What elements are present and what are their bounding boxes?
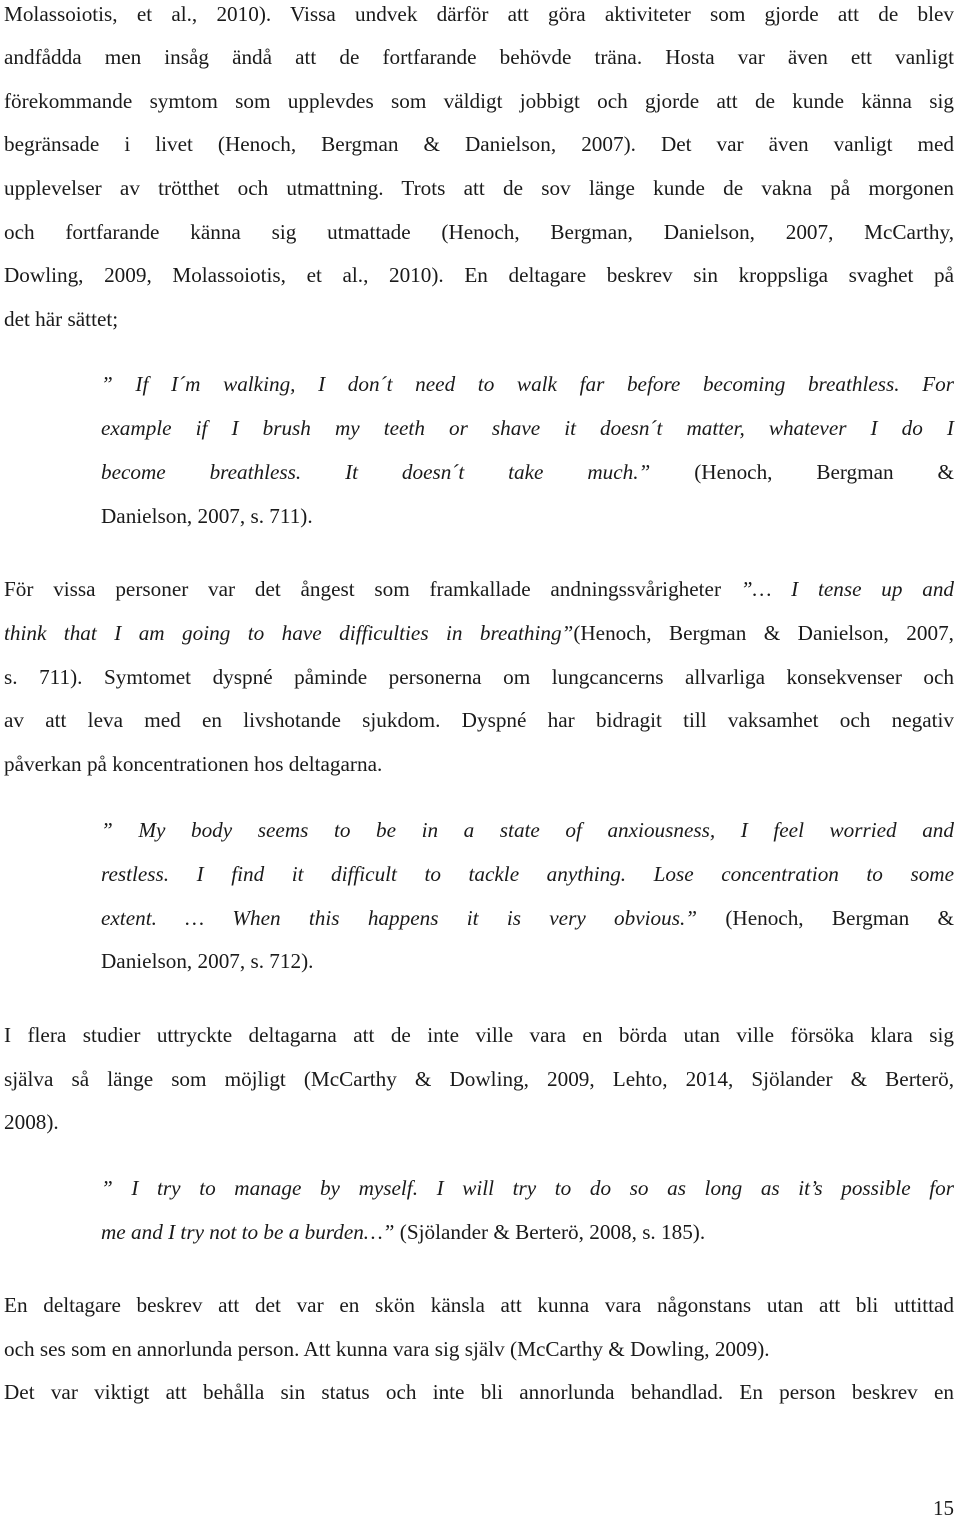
text-segment: (Sjölander & Berterö, 2008, s. 185).: [394, 1220, 706, 1244]
text-segment: påverkan på koncentrationen hos deltagarna.: [4, 752, 383, 776]
text-segment: begränsade i livet (Henoch, Bergman & Danielson, 2007). Det var även vanligt med: [4, 132, 954, 156]
paragraph-line: [4, 1379, 954, 1405]
italic-text-segment: ” If I´m walking, I don´t need to walk far before becoming breathless. For: [101, 372, 954, 396]
text-segment: Danielson, 2007, s. 712).: [101, 949, 314, 973]
paragraph-line: [4, 1, 954, 27]
quote-line: [101, 503, 313, 529]
text-segment: s. 711). Symtomet dyspné påminde personerna om lungcancerns allvarliga konsekvenser och: [4, 665, 954, 689]
italic-text-segment: think that I am going to have difficulties in breathing”: [4, 621, 574, 645]
text-segment: (Henoch, Bergman & Danielson, 2007,: [573, 621, 954, 645]
paragraph-line: [4, 751, 382, 777]
paragraph-line: [4, 175, 954, 201]
quote-line: [101, 459, 954, 485]
paragraph-line: [4, 664, 954, 690]
text-segment: av att leva med en livshotande sjukdom. Dyspné har bidragit till vaksamhet och negativ: [4, 708, 954, 732]
quote-line: [101, 817, 954, 843]
paragraph-line: [4, 707, 954, 733]
paragraph-line: [4, 1292, 954, 1318]
paragraph-line: [4, 1336, 770, 1362]
paragraph-line: [4, 219, 954, 245]
text-segment: det här sättet;: [4, 307, 119, 331]
paragraph-line: [4, 88, 954, 114]
quote-line: [101, 905, 954, 931]
italic-text-segment: ” I try to manage by myself. I will try to do so as long as it’s possible for: [101, 1176, 954, 1200]
text-segment: andfådda men insåg ändå att de fortfarande behövde träna. Hosta var även ett vanligt: [4, 45, 954, 69]
text-segment: För vissa personer var det ångest som framkallade andningssvårigheter: [4, 577, 741, 601]
text-segment: Dowling, 2009, Molassoiotis, et al., 2010). En deltagare beskrev sin kroppsliga svaghet på: [4, 263, 954, 287]
quote-line: [101, 861, 954, 887]
paragraph-line: [4, 44, 954, 70]
text-segment: förekommande symtom som upplevdes som väldigt jobbigt och gjorde att de kunde känna sig: [4, 89, 954, 113]
text-segment: upplevelser av trötthet och utmattning. Trots att de sov länge kunde de vakna på morgonen: [4, 176, 954, 200]
text-segment: 2008).: [4, 1110, 59, 1134]
italic-text-segment: ”… I tense up and: [740, 577, 955, 601]
paragraph-line: [4, 306, 118, 332]
paragraph-line: [4, 1022, 954, 1048]
text-segment: Molassoiotis, et al., 2010). Vissa undvek därför att göra aktiviteter som gjorde att de blev: [4, 2, 954, 26]
quote-line: [101, 948, 313, 974]
paragraph-line: [4, 1066, 954, 1092]
italic-text-segment: example if I brush my teeth or shave it doesn´t matter, whatever I do I: [101, 416, 954, 440]
text-segment: Det var viktigt att behålla sin status och inte bli annorlunda behandlad. En person beskrev en: [4, 1380, 954, 1404]
text-segment: I flera studier uttryckte deltagarna att de inte ville vara en börda utan ville försöka klara sig: [4, 1023, 954, 1047]
quote-line: [101, 1219, 705, 1245]
text-segment: (Henoch, Bergman &: [697, 906, 954, 930]
text-segment: (Henoch, Bergman &: [650, 460, 954, 484]
text-segment: själva så länge som möjligt (McCarthy & Dowling, 2009, Lehto, 2014, Sjölander & Berterö,: [4, 1067, 954, 1091]
paragraph-line: [4, 262, 954, 288]
paragraph-line: [4, 576, 954, 602]
paragraph-line: [4, 1109, 59, 1135]
text-segment: En deltagare beskrev att det var en skön känsla att kunna vara någonstans utan att bli uttittad: [4, 1293, 954, 1317]
quote-line: [101, 415, 954, 441]
page-number: 15: [933, 1496, 954, 1520]
text-segment: och ses som en annorlunda person. Att kunna vara sig själv (McCarthy & Dowling, 2009).: [4, 1337, 770, 1361]
italic-text-segment: me and I try not to be a burden…”: [101, 1220, 395, 1244]
paragraph-line: [4, 620, 954, 646]
quote-line: [101, 371, 954, 397]
italic-text-segment: ” My body seems to be in a state of anxiousness, I feel worried and: [101, 818, 954, 842]
quote-line: [101, 1175, 954, 1201]
italic-text-segment: become breathless. It doesn´t take much.”: [101, 460, 651, 484]
text-segment: och fortfarande känna sig utmattade (Henoch, Bergman, Danielson, 2007, McCarthy,: [4, 220, 954, 244]
italic-text-segment: restless. I find it difficult to tackle anything. Lose concentration to some: [101, 862, 954, 886]
italic-text-segment: extent. … When this happens it is very obvious.”: [101, 906, 698, 930]
text-segment: Danielson, 2007, s. 711).: [101, 504, 313, 528]
paragraph-line: [4, 131, 954, 157]
